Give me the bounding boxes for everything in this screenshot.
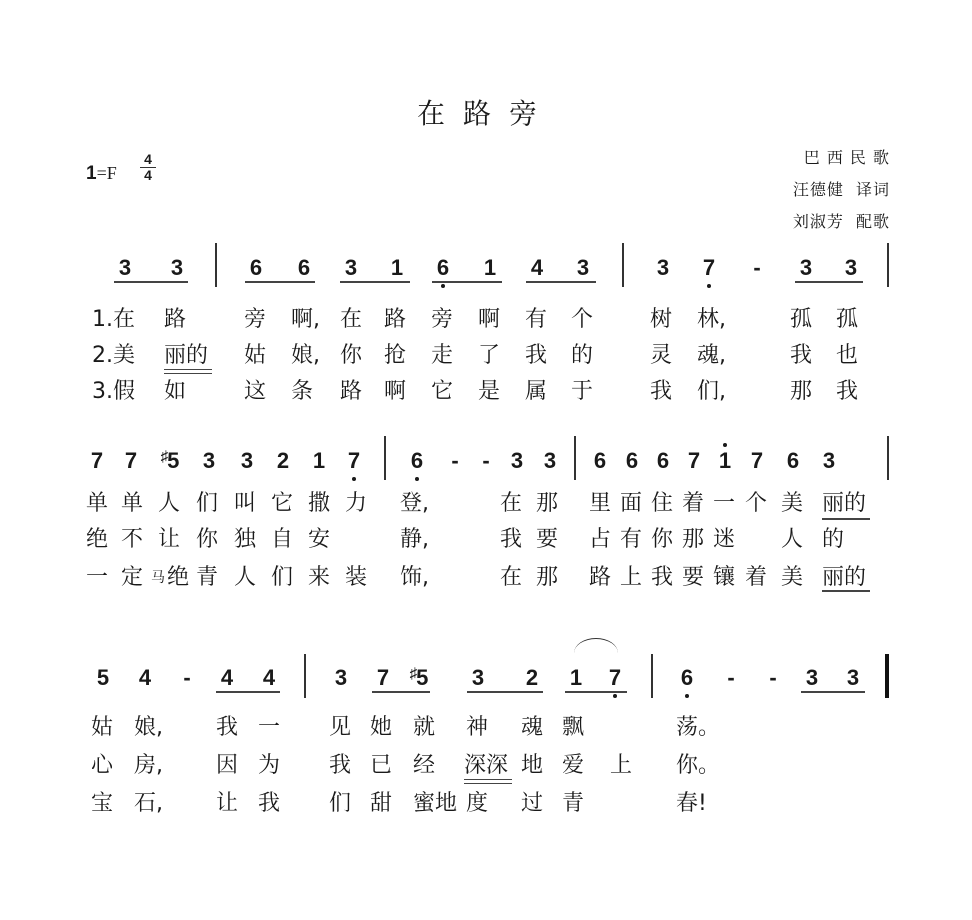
lyric: 甜 <box>370 791 393 816</box>
lyric: 3.假 <box>92 379 135 404</box>
lyric: 地 <box>521 753 544 778</box>
key-signature <box>86 151 152 185</box>
lyric: 石, <box>134 791 163 816</box>
lyric: 荡。 <box>676 715 721 740</box>
final-barline <box>885 654 889 698</box>
lyric: 个 <box>571 307 594 332</box>
lyric: 一 <box>86 565 109 590</box>
lyric: 装 <box>345 565 368 590</box>
lyric: 走 <box>431 343 454 368</box>
lyric: 我 <box>790 343 813 368</box>
lyric: 们 <box>271 565 294 590</box>
lyric: 魂, <box>697 343 726 368</box>
barline <box>215 243 217 287</box>
lyric: 啊, <box>291 307 320 332</box>
lyric: 爱 <box>562 753 585 778</box>
lyric: 一 <box>258 715 281 740</box>
lyric: 是 <box>478 379 501 404</box>
lyric: 神 <box>466 715 489 740</box>
lyric: 娘, <box>291 343 320 368</box>
note: 3 <box>170 255 184 280</box>
lyric: 美 <box>781 565 804 590</box>
note: 3 <box>471 665 485 690</box>
lyric: 如 <box>164 379 187 404</box>
lyric: 我 <box>836 379 859 404</box>
lyric: 孤 <box>790 307 813 332</box>
lyric: 我 <box>651 565 674 590</box>
lyric: 单 <box>86 491 109 516</box>
note-digit: 6 <box>410 448 424 473</box>
lyric: 蜜地 <box>413 791 458 816</box>
lyric: 我 <box>500 527 523 552</box>
note: 1 <box>390 255 404 280</box>
key-tonic-number: 1 <box>86 163 97 184</box>
note-digit: 7 <box>347 448 361 473</box>
credit-origin: 巴 西 民 歌 <box>803 148 890 167</box>
lyric: 一 <box>713 491 736 516</box>
note: 3 <box>822 448 836 473</box>
barline <box>384 436 386 480</box>
lyric: 静, <box>400 527 429 552</box>
lyric: 我 <box>525 343 548 368</box>
dash: - <box>482 448 490 473</box>
low-octave-dot <box>613 694 617 698</box>
lyric: 度 <box>466 791 489 816</box>
lyric: 要 <box>682 565 705 590</box>
note-low-octave <box>343 449 365 473</box>
lyric: 经 <box>413 753 436 778</box>
lyric: 你 <box>196 527 219 552</box>
lyric: 让 <box>216 791 239 816</box>
low-octave-dot <box>352 477 356 481</box>
note: 3 <box>844 255 858 280</box>
lyric: 因 <box>216 753 239 778</box>
eighth-beam <box>565 691 627 693</box>
lyric: 个 <box>745 491 768 516</box>
lyric: 让 <box>158 527 181 552</box>
note-sharp <box>155 449 185 476</box>
lyric: 孤 <box>836 307 859 332</box>
eighth-beam <box>340 281 410 283</box>
lyric: 灵 <box>650 343 673 368</box>
lyric: 要 <box>536 527 559 552</box>
lyric: 宝 <box>91 791 114 816</box>
lyric: 迷 <box>713 527 736 552</box>
note: 1 <box>569 665 583 690</box>
note-digit: 7 <box>702 255 716 280</box>
lyric: 人 <box>781 527 804 552</box>
lyric: 不 <box>121 527 144 552</box>
lyric: 林, <box>697 307 726 332</box>
low-octave-dot <box>441 284 445 288</box>
note: 6 <box>656 448 670 473</box>
note: 1 <box>312 448 326 473</box>
lyric: 人 <box>158 491 181 516</box>
note: 7 <box>687 448 701 473</box>
note: 7 <box>124 448 138 473</box>
lyric: 上 <box>610 753 633 778</box>
note-digit: 5 <box>167 448 180 473</box>
lyric: 安 <box>308 527 331 552</box>
note: 4 <box>138 665 152 690</box>
note-high-octave <box>714 449 736 473</box>
lyric: 在 <box>500 565 523 590</box>
note: 3 <box>344 255 358 280</box>
lyric: 登, <box>400 491 429 516</box>
song-title: 在路旁 <box>416 97 555 130</box>
barline <box>887 243 889 287</box>
key-name: =F <box>96 163 117 183</box>
note: 3 <box>576 255 590 280</box>
credit-arranger: 刘淑芳 配歌 <box>792 212 890 231</box>
lyric: 你。 <box>676 753 721 778</box>
note-digit: 5 <box>416 665 429 690</box>
lyric: 旁 <box>431 307 454 332</box>
lyric: 绝 <box>167 565 190 590</box>
lyric: 青 <box>562 791 585 816</box>
lyric: 路 <box>340 379 363 404</box>
slur-arc <box>574 638 618 653</box>
time-signature-top: 4 <box>144 151 152 167</box>
note: 3 <box>543 448 557 473</box>
lyric: 单 <box>121 491 144 516</box>
lyric: 人 <box>234 565 257 590</box>
lyric: 在 <box>340 307 363 332</box>
lyric: 了 <box>478 343 501 368</box>
lyric: 房, <box>134 753 163 778</box>
lyric: 自 <box>271 527 294 552</box>
lyric: 娘, <box>134 715 163 740</box>
lyric: 有 <box>620 527 643 552</box>
note: 4 <box>220 665 234 690</box>
lyric: 你 <box>340 343 363 368</box>
lyric: 我 <box>216 715 239 740</box>
note: 2 <box>525 665 539 690</box>
note: 3 <box>334 665 348 690</box>
lyric: 就 <box>413 715 436 740</box>
lyric: 它 <box>431 379 454 404</box>
lyric: 青 <box>196 565 219 590</box>
lyric: 的 <box>571 343 594 368</box>
lyric: 路 <box>384 307 407 332</box>
note-low-octave <box>698 256 720 280</box>
time-signature <box>140 152 156 183</box>
slur-double-underline <box>164 369 212 374</box>
lyric: 丽的 <box>822 491 867 516</box>
lyric: 姑 <box>244 343 267 368</box>
lyric: 饰, <box>400 565 429 590</box>
lyric: 为 <box>258 753 281 778</box>
eighth-beam <box>795 281 863 283</box>
lyric: 面 <box>620 491 643 516</box>
note: 3 <box>510 448 524 473</box>
lyric: 们 <box>196 491 219 516</box>
note: 4 <box>530 255 544 280</box>
sharp-icon: ♯ <box>409 665 418 682</box>
lyric: 定 <box>121 565 144 590</box>
barline <box>887 436 889 480</box>
lyric: 啊 <box>384 379 407 404</box>
lyric: 力 <box>345 491 368 516</box>
note: 6 <box>297 255 311 280</box>
note: 6 <box>593 448 607 473</box>
note: 7 <box>90 448 104 473</box>
eighth-beam <box>216 691 280 693</box>
lyric: 绝 <box>86 527 109 552</box>
eighth-beam <box>245 281 315 283</box>
note: 6 <box>249 255 263 280</box>
lyric: 那 <box>682 527 705 552</box>
lyric: 着 <box>745 565 768 590</box>
note: 7 <box>750 448 764 473</box>
lyric: 撒 <box>308 491 331 516</box>
lyric: 着 <box>682 491 705 516</box>
note-digit: 6 <box>436 255 450 280</box>
lyric: 条 <box>291 379 314 404</box>
note-digit: 7 <box>608 665 622 690</box>
time-signature-bottom: 4 <box>140 167 156 183</box>
lyric: 姑 <box>91 715 114 740</box>
lyric: 丽的 <box>164 343 209 368</box>
note: 3 <box>799 255 813 280</box>
note-low-octave <box>406 449 428 473</box>
slur-underline <box>822 518 870 520</box>
low-octave-dot <box>415 477 419 481</box>
note-low-octave <box>604 666 626 690</box>
lyric: 它 <box>271 491 294 516</box>
lyric: 路 <box>164 307 187 332</box>
barline <box>574 436 576 480</box>
lyric: 啊 <box>478 307 501 332</box>
lyric: 那 <box>536 491 559 516</box>
barline <box>304 654 306 698</box>
note-low-octave <box>432 256 454 280</box>
lyric: 属 <box>525 379 548 404</box>
lyric: 1.在 <box>92 307 135 332</box>
lyric: 那 <box>536 565 559 590</box>
lyric: 的 <box>822 527 845 552</box>
note: 3 <box>240 448 254 473</box>
dash: - <box>451 448 459 473</box>
dash: - <box>769 665 777 690</box>
lyric: 魂 <box>521 715 544 740</box>
lyric: 那 <box>790 379 813 404</box>
note: 5 <box>96 665 110 690</box>
lyric: 我 <box>329 753 352 778</box>
lyric: 心 <box>91 753 114 778</box>
lyric: 你 <box>651 527 674 552</box>
lyric: 她 <box>370 715 393 740</box>
lyric: 已 <box>370 753 393 778</box>
lyric: 飘 <box>562 715 585 740</box>
barline <box>651 654 653 698</box>
note: 6 <box>786 448 800 473</box>
lyric: 我 <box>650 379 673 404</box>
note-digit: 6 <box>680 665 694 690</box>
lyric: 镶 <box>713 565 736 590</box>
lyric: 春! <box>676 791 707 816</box>
high-octave-dot <box>723 443 727 447</box>
note: 3 <box>656 255 670 280</box>
lyric: 在 <box>500 491 523 516</box>
dash: - <box>183 665 191 690</box>
lyric: 美 <box>781 491 804 516</box>
note: 6 <box>625 448 639 473</box>
eighth-beam <box>801 691 865 693</box>
low-octave-dot <box>707 284 711 288</box>
lyric: 也 <box>836 343 859 368</box>
dash: - <box>727 665 735 690</box>
lyric: 占 <box>589 527 612 552</box>
eighth-beam <box>432 281 502 283</box>
note: 4 <box>262 665 276 690</box>
lyric: 路 <box>589 565 612 590</box>
lyric: 马 <box>151 570 165 586</box>
dash: - <box>753 255 761 280</box>
lyric: 我 <box>258 791 281 816</box>
lyric: 过 <box>521 791 544 816</box>
eighth-beam <box>372 691 430 693</box>
lyric: 上 <box>620 565 643 590</box>
lyric: 旁 <box>244 307 267 332</box>
lyric: 有 <box>525 307 548 332</box>
note: 7 <box>376 665 390 690</box>
lyric: 见 <box>329 715 352 740</box>
note: 2 <box>276 448 290 473</box>
note-sharp <box>404 666 434 693</box>
slur-underline <box>822 590 870 592</box>
lyric: 独 <box>234 527 257 552</box>
barline <box>622 243 624 287</box>
eighth-beam <box>526 281 596 283</box>
eighth-beam <box>467 691 543 693</box>
eighth-beam <box>114 281 188 283</box>
lyric: 住 <box>651 491 674 516</box>
lyric: 这 <box>244 379 267 404</box>
lyric: 于 <box>571 379 594 404</box>
lyric: 深深 <box>464 753 509 778</box>
note: 3 <box>202 448 216 473</box>
note: 3 <box>846 665 860 690</box>
lyric: 丽的 <box>822 565 867 590</box>
credit-lyrics-translator: 汪德健 译词 <box>792 180 890 199</box>
lyric: 2.美 <box>92 343 135 368</box>
lyric: 树 <box>650 307 673 332</box>
note: 1 <box>483 255 497 280</box>
credits <box>793 142 890 238</box>
sharp-icon: ♯ <box>160 448 169 465</box>
lyric: 抢 <box>384 343 407 368</box>
note-digit: 1 <box>718 448 732 473</box>
lyric: 来 <box>308 565 331 590</box>
note: 3 <box>118 255 132 280</box>
note-low-octave <box>676 666 698 690</box>
note: 3 <box>805 665 819 690</box>
lyric: 们 <box>329 791 352 816</box>
lyric: 叫 <box>234 491 257 516</box>
lyric: 里 <box>589 491 612 516</box>
low-octave-dot <box>685 694 689 698</box>
lyric: 们, <box>697 379 726 404</box>
slur-double-underline <box>464 779 512 784</box>
